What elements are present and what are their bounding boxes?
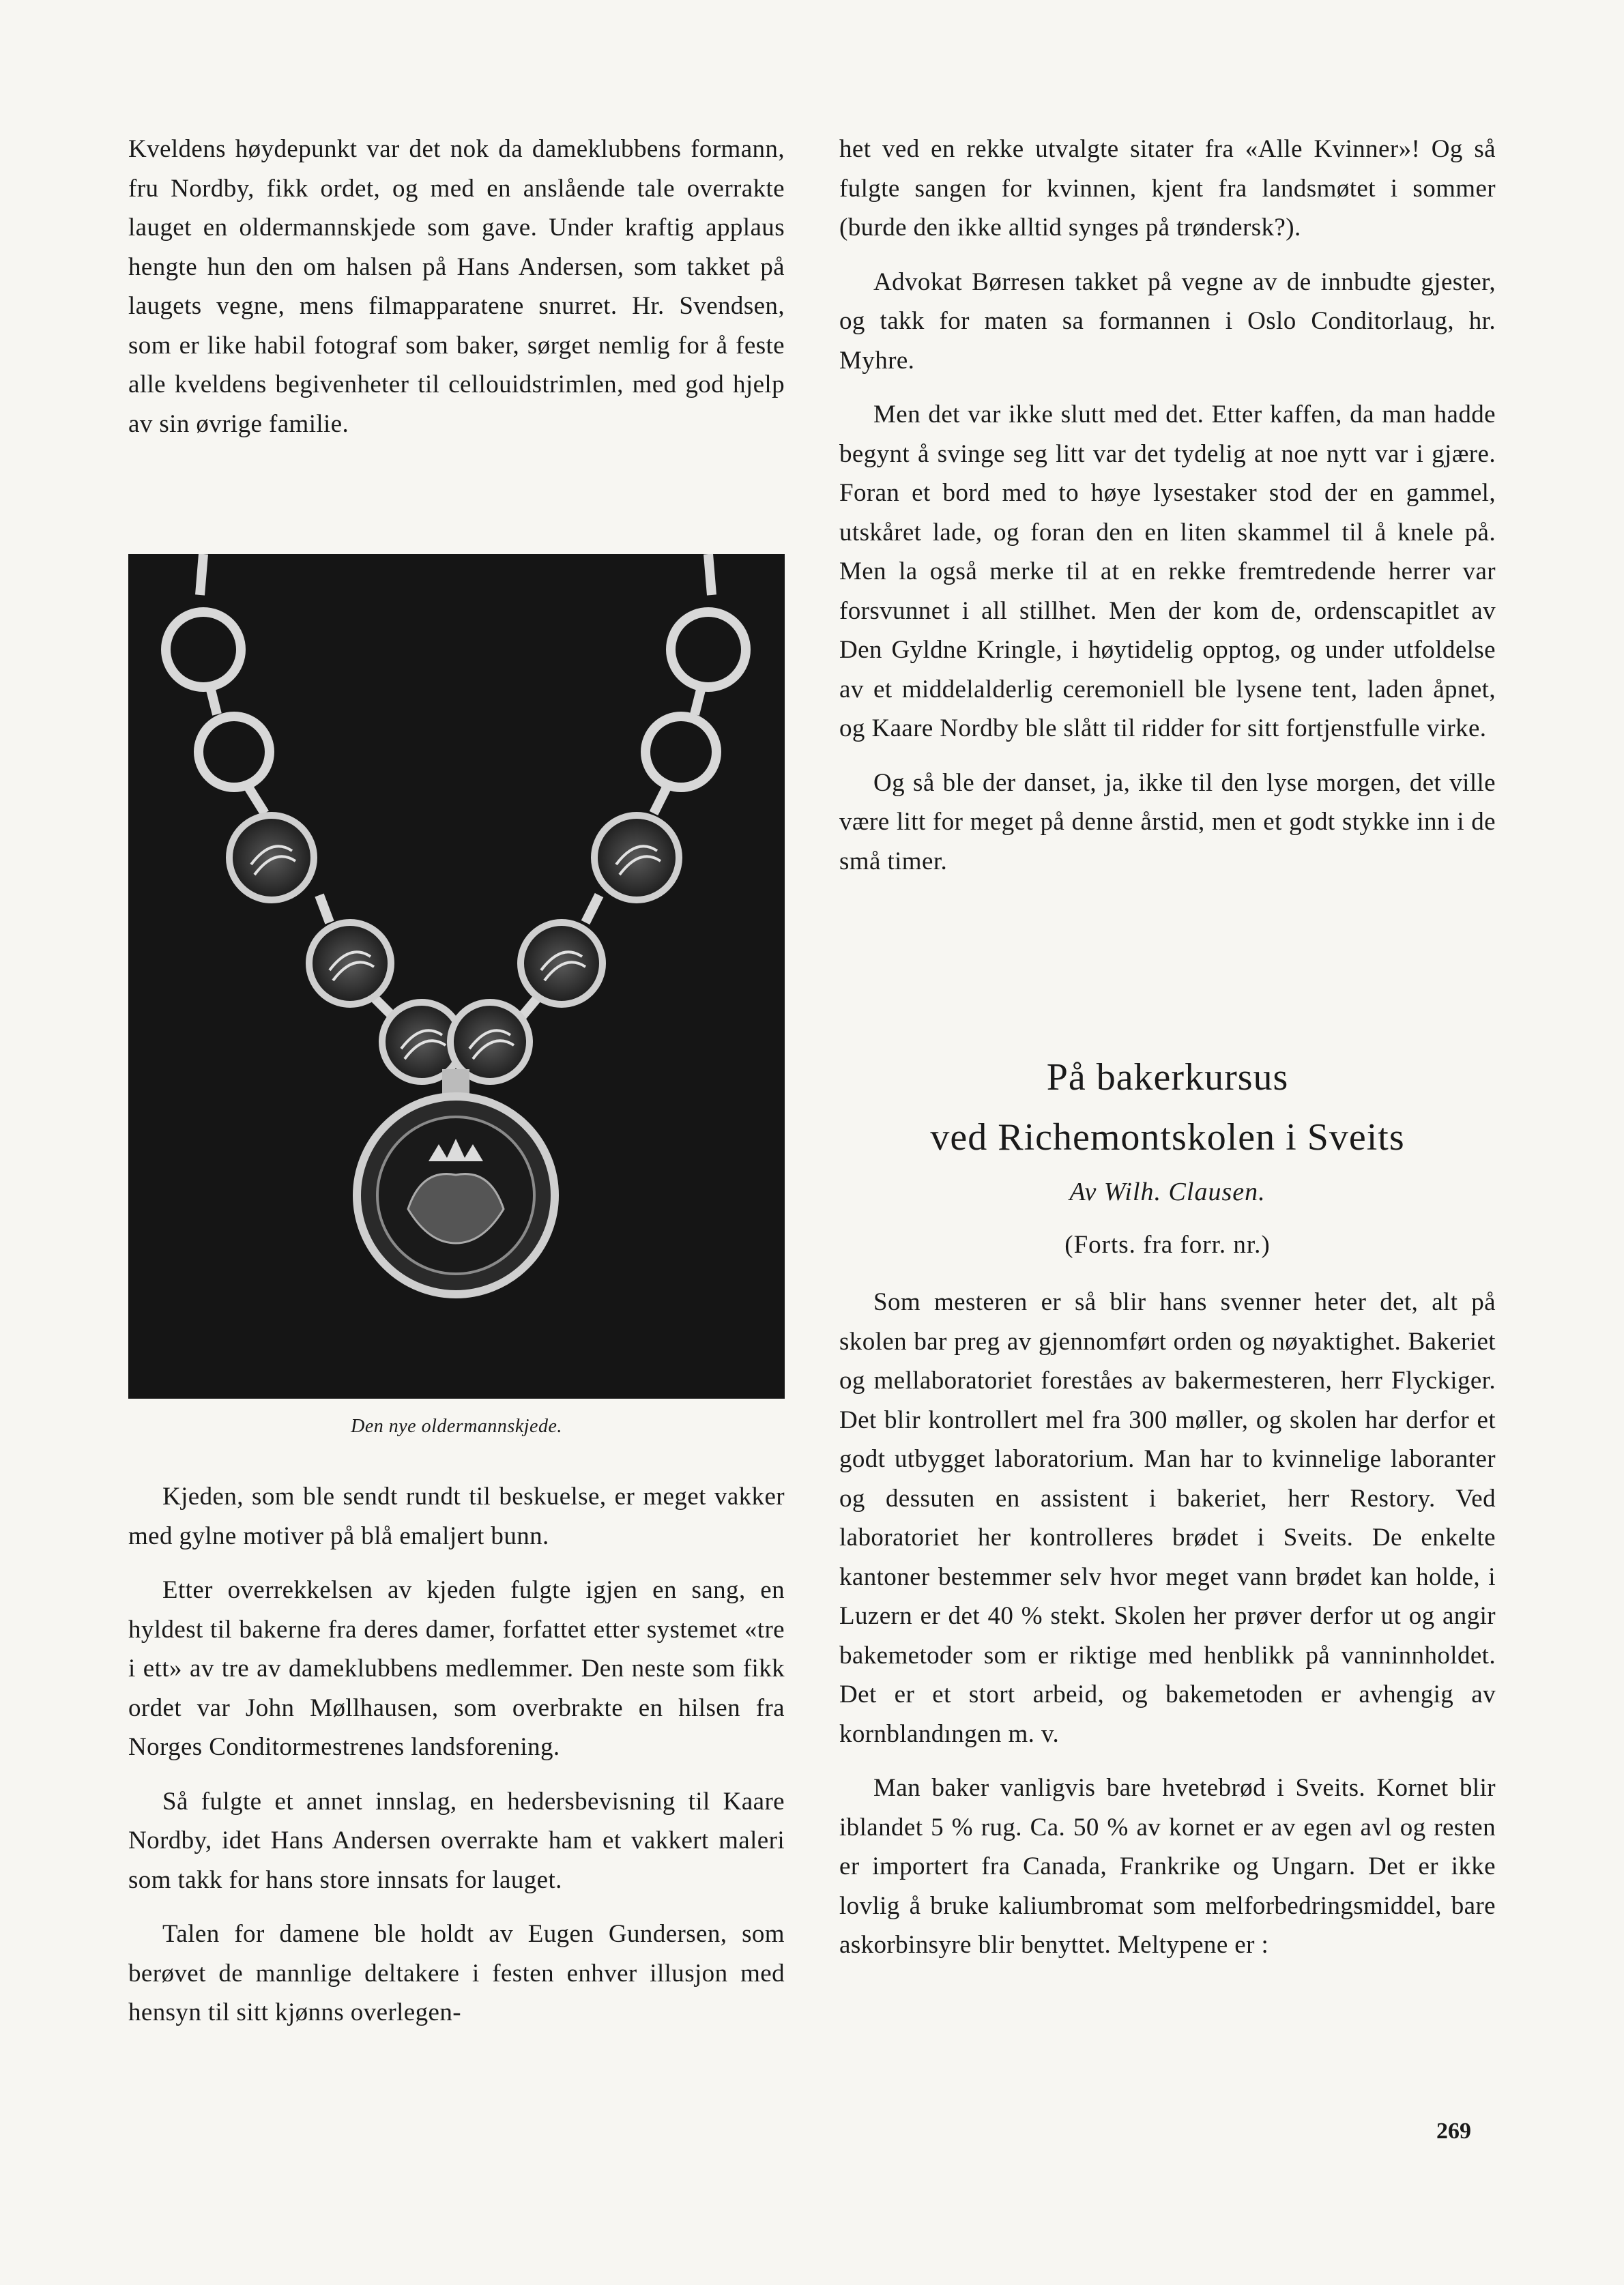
paragraph: Etter overrekkelsen av kjeden fulgte igjen en sang, en hyldest til bakerne fra deres damer, forfattet etter systemet «tre i ett» av tre av dameklubbens medlemmer. Den neste som fikk ordet var John Møllhausen, som overbrakte en hilsen fra Norges Conditormestrenes landsforening. (128, 1576, 785, 1761)
paragraph: Og så ble der danset, ja, ikke til den lyse morgen, det ville være litt for meget på denne årstid, men et godt stykke inn i de små timer. (839, 768, 1496, 875)
paragraph: Kjeden, som ble sendt rundt til beskuelse, er meget vakker med gylne motiver på blå emaljert bunn. (128, 1483, 785, 1550)
paragraph: Man baker vanligvis bare hvetebrød i Sveits. Kornet blir iblandet 5 % rug. Ca. 50 % av kornet er av egen avl og resten er importert fra Canada, Frankrike og Ungarn. Det er ikke lovlig å bruke kaliumbromat som melforbedringsmiddel, bare askorbinsyre blir benyttet. Meltypene er : (839, 1774, 1496, 1959)
article-author: Av Wilh. Clausen. (1069, 1178, 1266, 1206)
continuation-note: (Forts. fra forr. nr.) (1064, 1231, 1271, 1259)
page-number: 269 (1436, 2119, 1471, 2144)
paragraph: Talen for damene ble holdt av Eugen Gundersen, som berøvet de mannlige deltakere i festen enhver illusjon med hensyn til sitt kjønns overlegen- (128, 1920, 785, 2026)
left-column-top (128, 130, 785, 459)
paragraph: Kveldens høydepunkt var det nok da dameklubbens formann, fru Nordby, fikk ordet, og med en anslående tale overrakte lauget en oldermannskjede som gave. Under kraftig applaus hengte hun den om halsen på Hans Andersen, som takket på laugets vegne, mens filmapparatene snurret. Hr. Svendsen, som er like habil fotograf som baker, sørget nemlig for å feste alle kveldens begivenheter til cellouidstrimlen, med god hjelp av sin øvrige familie. (128, 135, 785, 438)
left-column-bottom (128, 1477, 785, 2048)
article-title: På bakerkursus (1046, 1056, 1289, 1098)
paragraph: Men det var ikke slutt med det. Etter kaffen, da man hadde begynt å svinge seg litt var det tydelig at noe nytt var i gjære. Foran et bord med to høye lysestaker stod der en gammel, utskåret lade, og foran den en liten skammel til å knele på. Men la også merke til at en rekke fremtredende herrer var forsvunnet i all stillhet. Men der kom de, ordenscapitlet av Den Gyldne Kringle, i høytidelig opptog, og under utfoldelse av et middelalderlig ceremoniell ble lysene tent, laden åpnet, og Kaare Nordby ble slått til ridder for sitt fortjenstfulle virke. (839, 401, 1496, 742)
paragraph: Advokat Børresen takket på vegne av de innbudte gjester, og takk for maten sa formannen i Oslo Conditorlaug, hr. Myhre. (839, 267, 1496, 375)
paragraph: het ved en rekke utvalgte sitater fra «Alle Kvinner»! Og så fulgte sangen for kvinnen, kjent fra landsmøtet i sommer (burde den ikke alltid synges på trøndersk?). (839, 135, 1496, 242)
chain-of-office-photo-icon (128, 554, 785, 1399)
article-subtitle: ved Richemontskolen i Sveits (930, 1116, 1405, 1159)
right-column-top (839, 130, 1496, 896)
figure-caption: Den nye oldermannskjede. (351, 1416, 562, 1437)
paragraph: Så fulgte et annet innslag, en hedersbevisning til Kaare Nordby, idet Hans Andersen overrakte ham et vakkert maleri som takk for hans store innsats for lauget. (128, 1787, 785, 1894)
chain-of-office-photo (128, 554, 785, 1399)
article-heading (839, 1047, 1496, 1260)
right-column-bottom (839, 1283, 1496, 1980)
paragraph: Som mesteren er så blir hans svenner heter det, alt på skolen bar preg av gjennomført orden og nøyaktighet. Bakeriet og mellaboratoriet foreståes av bakermesteren, herr Flyckiger. Det blir kontrollert mel fra 300 møller, og skolen har derfor et godt utbygget laboratorium. Man har to kvinnelige laboranter og dessuten en assistent i bakeriet, herr Restory. Ved laboratoriet her kontrolleres brødet i Sveits. De enkelte kantoner bestemmer selv hvor meget vann brødet kan holde, i Luzern er det 40 % stekt. Skolen her prøver derfor ut og angir bakemetoder som er riktige med henblikk på vanninnholdet. Det er et stort arbeid, og bakemetoden er avhengig av kornblandıngen m. v. (839, 1288, 1496, 1748)
